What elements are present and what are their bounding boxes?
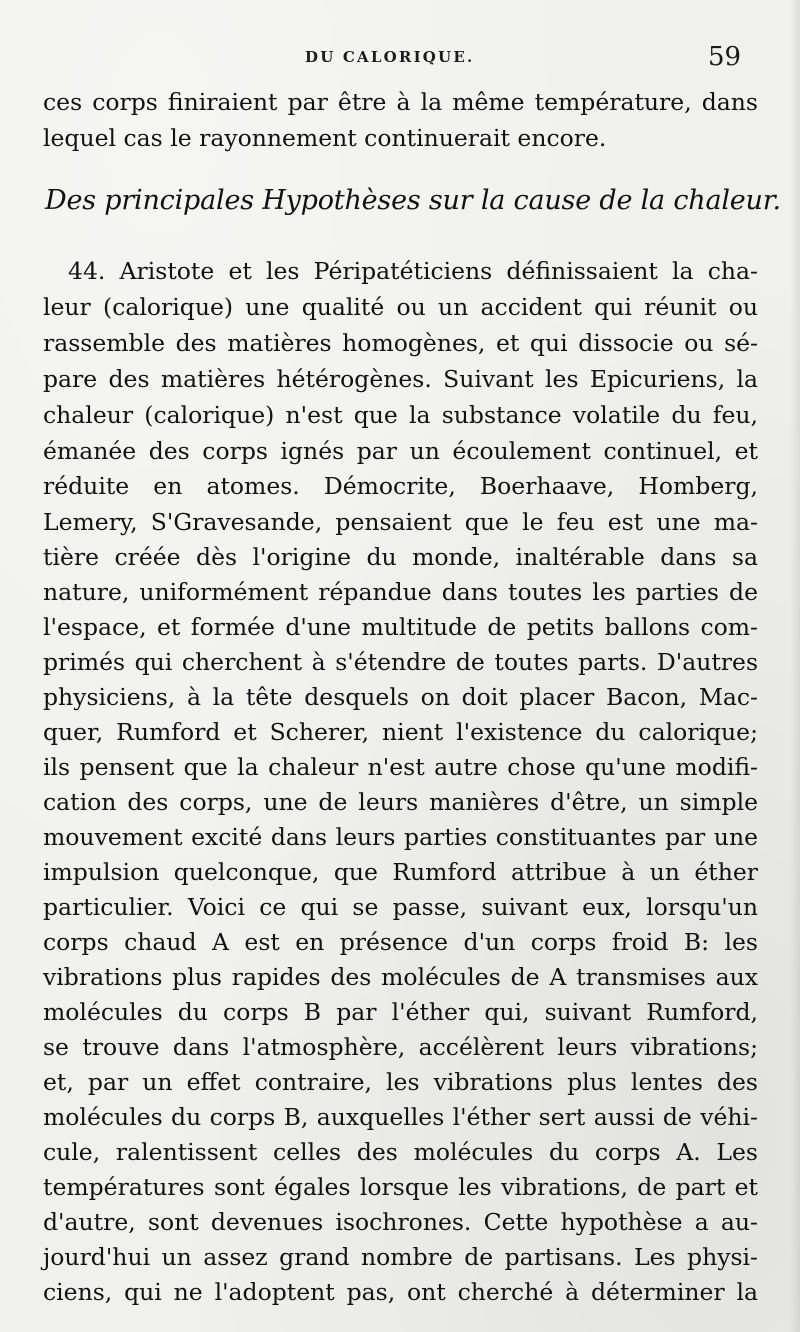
text-line: molécules du corps B, auxquelles l'éther sert aussi de véhi-: [43, 1103, 758, 1131]
text-line: tière créée dès l'origine du monde, inaltérable dans sa: [43, 543, 758, 571]
text-line: primés qui cherchent à s'étendre de toutes parts. D'autres: [43, 648, 758, 676]
text-line: Lemery, S'Gravesande, pensaient que le feu est une ma-: [43, 508, 758, 536]
text-line: jourd'hui un assez grand nombre de partisans. Les physi-: [43, 1243, 758, 1271]
text-line: réduite en atomes. Démocrite, Boerhaave, Homberg,: [43, 472, 758, 500]
text-line: molécules du corps B par l'éther qui, suivant Rumford,: [43, 998, 758, 1026]
text-line: vibrations plus rapides des molécules de A transmises aux: [43, 963, 758, 991]
page-edge-shadow: [790, 0, 800, 1332]
text-line: lequel cas le rayonnement continuerait encore.: [43, 124, 607, 152]
text-line: pare des matières hétérogènes. Suivant les Epicuriens, la: [43, 365, 758, 393]
text-line: rassemble des matières homogènes, et qui dissocie ou sé-: [43, 329, 758, 357]
text-line: l'espace, et formée d'une multitude de petits ballons com-: [43, 613, 758, 641]
text-line: corps chaud A est en présence d'un corps froid B: les: [43, 928, 758, 956]
text-line: ciens, qui ne l'adoptent pas, ont cherché à déterminer la: [43, 1278, 758, 1306]
text-line: mouvement excité dans leurs parties constituantes par une: [43, 823, 758, 851]
text-line: émanée des corps ignés par un écoulement continuel, et: [43, 437, 758, 465]
text-line: ils pensent que la chaleur n'est autre chose qu'une modifi-: [43, 753, 758, 781]
text-line: impulsion quelconque, que Rumford attribue à un éther: [43, 858, 758, 886]
text-line: se trouve dans l'atmosphère, accélèrent leurs vibrations;: [43, 1033, 758, 1061]
text-line: températures sont égales lorsque les vibrations, de part et: [43, 1173, 758, 1201]
text-line: particulier. Voici ce qui se passe, suivant eux, lorsqu'un: [43, 893, 758, 921]
text-line: physiciens, à la tête desquels on doit placer Bacon, Mac-: [43, 683, 758, 711]
running-head-title: DU CALORIQUE.: [305, 48, 475, 66]
text-line: d'autre, sont devenues isochrones. Cette hypothèse a au-: [43, 1208, 758, 1236]
text-line: et, par un effet contraire, les vibrations plus lentes des: [43, 1068, 758, 1096]
running-head: [0, 42, 800, 72]
text-line: cation des corps, une de leurs manières d'être, un simple: [43, 788, 758, 816]
text-line: cule, ralentissent celles des molécules du corps A. Les: [43, 1138, 758, 1166]
paragraph-first-line: 44. Aristote et les Péripatéticiens définissaient la cha-: [68, 257, 758, 285]
text-line: chaleur (calorique) n'est que la substance volatile du feu,: [43, 401, 758, 429]
text-line: ces corps finiraient par être à la même température, dans: [43, 88, 758, 116]
text-line: quer, Rumford et Scherer, nient l'existence du calorique;: [43, 718, 758, 746]
text-line: leur (calorique) une qualité ou un accident qui réunit ou: [43, 293, 758, 321]
section-heading: Des principales Hypothèses sur la cause de la chaleur.: [45, 185, 781, 216]
page-number: 59: [708, 42, 742, 72]
text-line: nature, uniformément répandue dans toutes les parties de: [43, 578, 758, 606]
